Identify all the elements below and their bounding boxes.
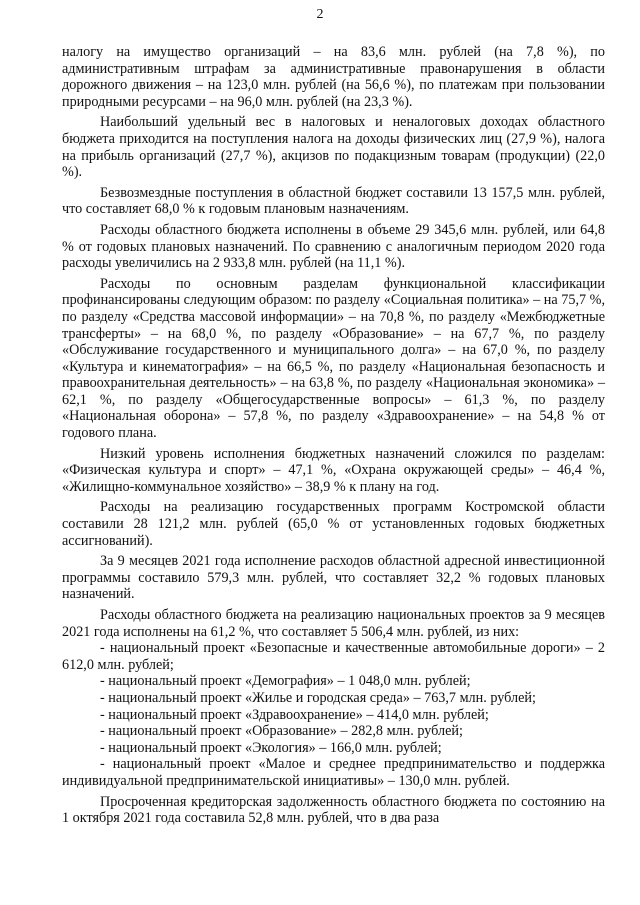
paragraph: Расходы областного бюджета на реализацию национальных проектов за 9 месяцев 2021 года исполнены на 61,2 %, что составляет 5 506,4 млн. рублей, из них: (62, 607, 605, 640)
paragraph: налогу на имущество организаций – на 83,6 млн. рублей (на 7,8 %), по административным штрафам за административные правонарушения в области дорожного движения – на 123,0 млн. рублей (на 56,6 %), по платежам при пользовании природными ресурсами – на 96,0 млн. рублей (на 23,3 %). (62, 44, 605, 110)
paragraph: Безвозмездные поступления в областной бюджет составили 13 157,5 млн. рублей, что составляет 68,0 % к годовым плановым назначениям. (62, 184, 605, 218)
paragraph: Расходы областного бюджета исполнены в объеме 29 345,6 млн. рублей, или 64,8 % от годовых плановых назначений. По сравнению с аналогичным периодом 2020 года расходы увеличились на 2 933,8 млн. рублей (на 11,1 %). (62, 221, 605, 272)
paragraph: За 9 месяцев 2021 года исполнение расходов областной адресной инвестиционной программы составило 579,3 млн. рублей, что составляет 32,2 % годовых плановых назначений. (62, 553, 605, 603)
paragraph: Расходы по основным разделам функциональной классификации профинансированы следующим образом: по разделу «Социальная политика» – на 75,7 %, по разделу «Средства массовой информации» – на 70,8 %, по разделу «Межбюджетные трансферты» – на 68,0 %, по разделу «Образование» – на 67,7 %, по разделу «Обслуживание государственного и муниципального долга» – на 67,0 %, по разделу «Культура и кинематография» – на 66,5 %, по разделу «Национальная безопасность и правоохранительная деятельность» – на 63,8 %, по разделу «Национальная экономика» – 62,1 %, по разделу «Общегосударственные вопросы» – 61,3 %, по разделу «Национальная оборона» – 57,8 %, по разделу «Здравоохранение» – на 54,8 % от годового плана. (62, 275, 605, 442)
paragraph: Низкий уровень исполнения бюджетных назначений сложился по разделам: «Физическая культура и спорт» – 47,1 %, «Охрана окружающей среды» – 46,4 %, «Жилищно-коммунальное хозяйство» – 38,9 % к плану на год. (62, 445, 605, 495)
document-body (62, 44, 605, 831)
list-item: - национальный проект «Здравоохранение» – 414,0 млн. рублей; (100, 706, 489, 723)
closing-paragraph: Просроченная кредиторская задолженность областного бюджета по состоянию на 1 октября 2021 года составила 52,8 млн. рублей, что в два раза (62, 793, 605, 827)
national-projects-list (62, 640, 605, 789)
list-item: - национальный проект «Экология» – 166,0 млн. рублей; (100, 739, 442, 756)
list-item: - национальный проект «Образование» – 282,8 млн. рублей; (100, 723, 463, 740)
paragraph: Наибольший удельный вес в налоговых и неналоговых доходах областного бюджета приходится на поступления налога на доходы физических лиц (27,9 %), налога на прибыль организаций (27,7 %), акцизов по подакцизным товарам (продукции) (22,0 %). (62, 114, 605, 181)
list-item: - национальный проект «Малое и среднее предпринимательство и поддержка индивидуальной предпринимательской инициативы» – 130,0 млн. рублей. (62, 756, 605, 789)
list-item: - национальный проект «Жилье и городская среда» – 763,7 млн. рублей; (100, 689, 536, 706)
page-number: 2 (316, 7, 324, 22)
list-item: - национальный проект «Демография» – 1 048,0 млн. рублей; (100, 673, 471, 690)
list-item: - национальный проект «Безопасные и качественные автомобильные дороги» – 2 612,0 млн. рублей; (62, 640, 605, 673)
paragraph: Расходы на реализацию государственных программ Костромской области составили 28 121,2 млн. рублей (65,0 % от установленных годовых бюджетных ассигнований). (62, 499, 605, 549)
